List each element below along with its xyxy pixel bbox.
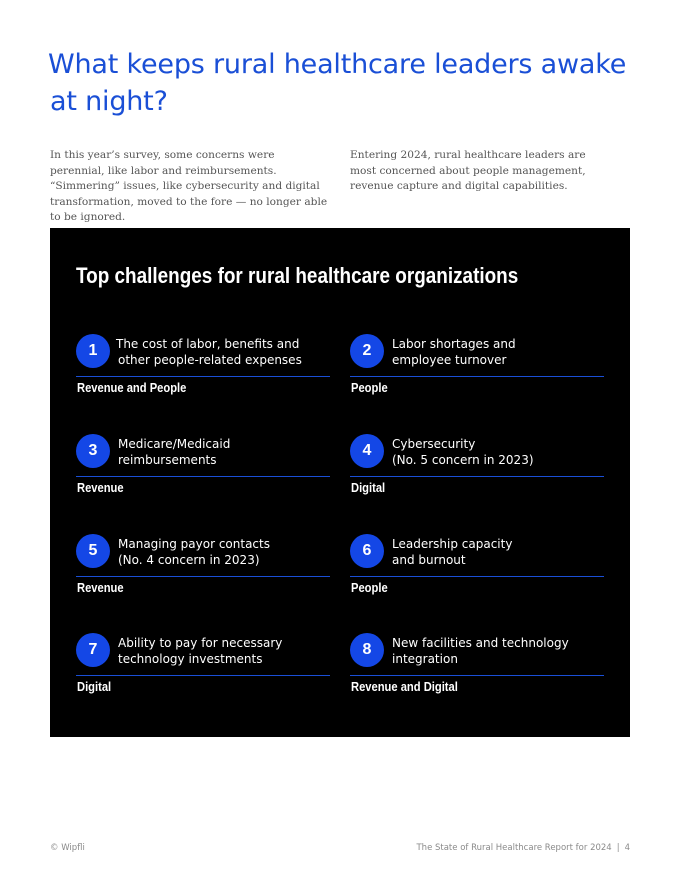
footer-separator: | xyxy=(616,843,620,853)
challenges-panel xyxy=(50,228,630,737)
challenge-item-7 xyxy=(76,627,330,707)
challenge-label-line-2: and burnout xyxy=(392,553,466,567)
challenge-label xyxy=(392,336,604,368)
challenge-number-badge: 1 xyxy=(76,334,110,368)
challenge-category: Digital xyxy=(351,480,386,495)
challenge-label-line-2: (No. 4 concern in 2023) xyxy=(118,553,260,567)
challenge-divider xyxy=(350,476,604,477)
challenge-label-line-2: integration xyxy=(392,652,458,666)
challenge-item-2 xyxy=(350,328,604,408)
challenge-number-badge: 5 xyxy=(76,534,110,568)
challenge-label xyxy=(118,536,330,568)
challenge-label xyxy=(392,635,604,667)
challenge-label-line-1: The cost of labor, benefits and xyxy=(116,337,300,351)
challenge-category: Revenue xyxy=(77,480,124,495)
challenge-divider xyxy=(76,376,330,377)
challenge-number-badge: 7 xyxy=(76,633,110,667)
challenge-divider xyxy=(350,376,604,377)
challenge-label-line-1: Medicare/Medicaid xyxy=(118,437,231,451)
challenge-label-line-2: employee turnover xyxy=(392,353,507,367)
challenge-category: Digital xyxy=(77,679,112,694)
challenge-item-1 xyxy=(76,328,330,408)
footer-page-number: 4 xyxy=(624,843,630,853)
challenge-label-line-1: Labor shortages and xyxy=(392,337,516,351)
challenge-label xyxy=(116,336,328,368)
challenge-item-6 xyxy=(350,528,604,608)
footer-copyright: © Wipfli xyxy=(50,843,85,853)
footer-page-info xyxy=(416,842,630,854)
challenge-category: Revenue and Digital xyxy=(351,679,458,694)
challenge-label xyxy=(118,436,330,468)
challenge-label-line-1: New facilities and technology xyxy=(392,636,569,650)
page-title-line-2: at night? xyxy=(50,86,168,117)
challenge-item-5 xyxy=(76,528,330,608)
challenge-category: People xyxy=(351,580,388,595)
panel-title: Top challenges for rural healthcare organizations xyxy=(76,263,519,288)
challenge-label-line-1: Leadership capacity xyxy=(392,537,513,551)
challenge-item-3 xyxy=(76,428,330,508)
page-title-line-1: What keeps rural healthcare leaders awake xyxy=(48,49,627,80)
challenge-label-line-2: reimbursements xyxy=(118,453,217,467)
challenge-number-badge: 6 xyxy=(350,534,384,568)
footer-report-title: The State of Rural Healthcare Report for 2024 xyxy=(416,843,612,853)
intro-paragraph-right: Entering 2024, rural healthcare leaders are most concerned about people management, revenue capture and digital capabilities. xyxy=(350,149,586,192)
challenge-label-line-1: Ability to pay for necessary xyxy=(118,636,283,650)
intro-paragraph-left: In this year’s survey, some concerns were perennial, like labor and reimbursements. “Simmering” issues, like cybersecurity and digital transformation, moved to the fore — no longer able to be ignored. xyxy=(50,149,328,223)
challenge-divider xyxy=(76,576,330,577)
challenge-label-line-2: (No. 5 concern in 2023) xyxy=(392,453,534,467)
challenge-divider xyxy=(350,675,604,676)
challenge-item-8 xyxy=(350,627,604,707)
challenge-divider xyxy=(76,476,330,477)
challenge-label-line-1: Managing payor contacts xyxy=(118,537,270,551)
challenge-number-badge: 3 xyxy=(76,434,110,468)
challenge-label xyxy=(392,436,604,468)
challenge-number-badge: 2 xyxy=(350,334,384,368)
challenge-category: Revenue and People xyxy=(77,380,187,395)
challenge-label xyxy=(392,536,604,568)
challenge-label-line-1: Cybersecurity xyxy=(392,437,476,451)
challenge-label-line-2: technology investments xyxy=(118,652,263,666)
challenge-number-badge: 8 xyxy=(350,633,384,667)
challenge-label xyxy=(118,635,330,667)
challenge-category: People xyxy=(351,380,388,395)
challenge-item-4 xyxy=(350,428,604,508)
challenge-divider xyxy=(350,576,604,577)
page-title xyxy=(48,46,628,120)
challenge-divider xyxy=(76,675,330,676)
challenge-category: Revenue xyxy=(77,580,124,595)
challenge-label-line-2: other people-related expenses xyxy=(118,353,302,367)
challenge-number-badge: 4 xyxy=(350,434,384,468)
